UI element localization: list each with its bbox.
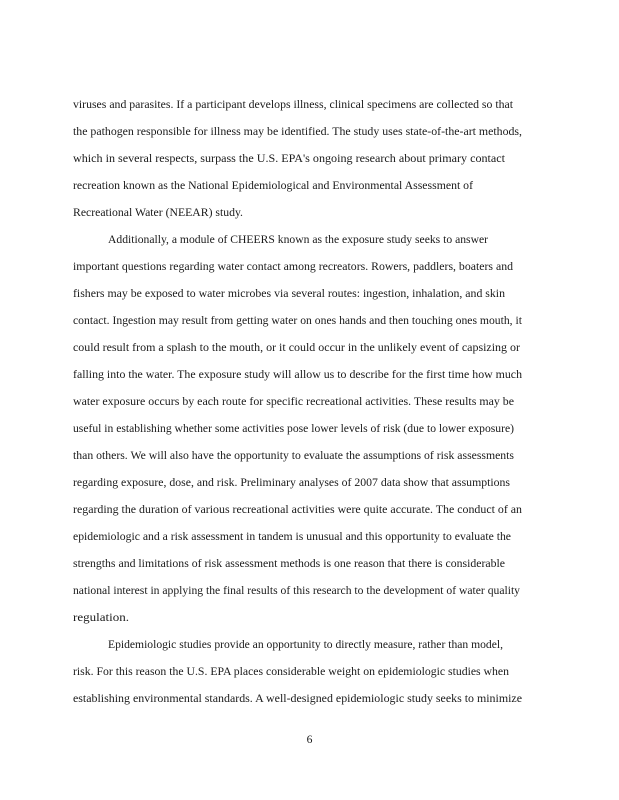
text-line: which in several respects, surpass the U.S. EPA's ongoing research about primary contact [73, 152, 505, 165]
text-line: national interest in applying the final results of this research to the development of water quality [73, 584, 520, 597]
text-line: important questions regarding water contact among recreators. Rowers, paddlers, boaters and [73, 260, 513, 273]
text-line: regarding the duration of various recreational activities were quite accurate. The conduct of an [73, 503, 522, 516]
text-line: Epidemiologic studies provide an opportunity to directly measure, rather than model, [108, 638, 503, 651]
text-line: Recreational Water (NEEAR) study. [73, 206, 243, 219]
text-line: viruses and parasites. If a participant develops illness, clinical specimens are collected so that [73, 98, 513, 111]
text-line: Additionally, a module of CHEERS known as the exposure study seeks to answer [108, 233, 488, 246]
text-line: the pathogen responsible for illness may be identified. The study uses state-of-the-art methods, [73, 125, 522, 138]
text-line: water exposure occurs by each route for specific recreational activities. These results may be [73, 395, 514, 408]
text-line: fishers may be exposed to water microbes via several routes: ingestion, inhalation, and skin [73, 287, 505, 300]
text-line: strengths and limitations of risk assessment methods is one reason that there is considerable [73, 557, 505, 570]
text-line: regarding exposure, dose, and risk. Preliminary analyses of 2007 data show that assumptions [73, 476, 510, 489]
text-line: recreation known as the National Epidemiological and Environmental Assessment of [73, 179, 473, 192]
text-line: contact. Ingestion may result from getting water on ones hands and then touching ones mouth, it [73, 314, 522, 327]
text-line: useful in establishing whether some activities pose lower levels of risk (due to lower exposure) [73, 422, 514, 435]
text-line: regulation. [73, 611, 129, 624]
text-line: epidemiologic and a risk assessment in tandem is unusual and this opportunity to evaluate the [73, 530, 511, 543]
page-number: 6 [306, 733, 313, 746]
text-line: than others. We will also have the opportunity to evaluate the assumptions of risk assessments [73, 449, 514, 462]
text-line: establishing environmental standards. A well-designed epidemiologic study seeks to minimize [73, 692, 522, 705]
text-line: could result from a splash to the mouth, or it could occur in the unlikely event of capsizing or [73, 341, 520, 354]
text-line: risk. For this reason the U.S. EPA places considerable weight on epidemiologic studies when [73, 665, 509, 678]
text-line: falling into the water. The exposure study will allow us to describe for the first time how much [73, 368, 522, 381]
